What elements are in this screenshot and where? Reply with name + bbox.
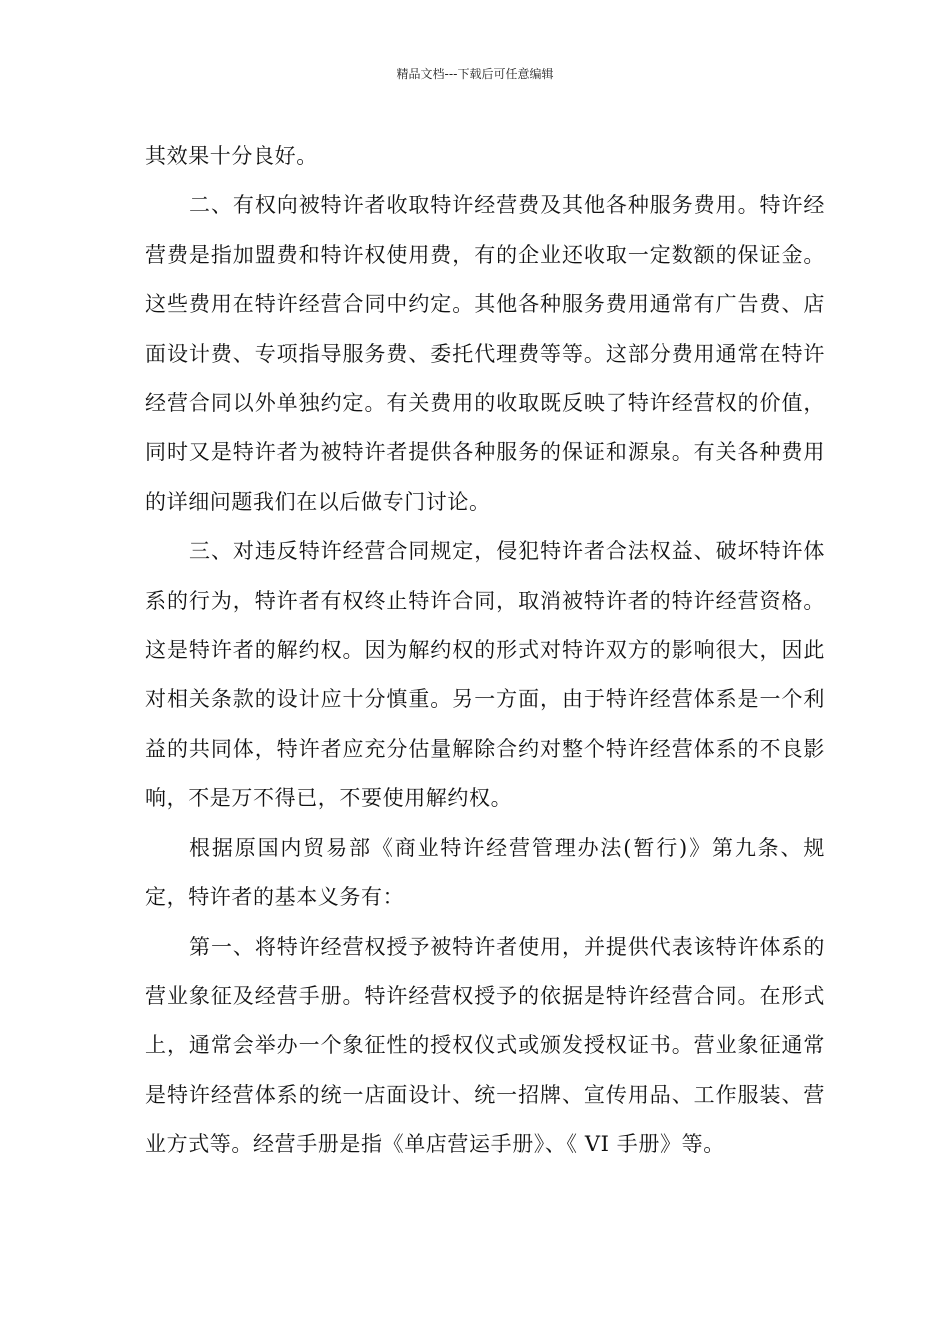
page-header: 精品文档---下载后可任意编辑 — [396, 67, 554, 81]
paragraph-2: 二、有权向被特许者收取特许经营费及其他各种服务费用。特许经营费是指加盟费和特许权使用费，有的企业还收取一定数额的保证金。这些费用在特许经营合同中约定。其他各种服务费用通常有广告费、店面设计费、专项指导服务费、委托代理费等等。这部分费用通常在特许经营合同以外单独约定。有关费用的收取既反映了特许经营权的价值，同时又是特许者为被特许者提供各种服务的保证和源泉。有关各种费用的详细问题我们在以后做专门讨论。 — [145, 193, 825, 514]
paragraph-5: 第一、将特许经营权授予被特许者使用，并提供代表该特许体系的营业象征及经营手册。特许经营权授予的依据是特许经营合同。在形式上，通常会举办一个象征性的授权仪式或颁发授权证书。营业象征通常是特许经营体系的统一店面设计、统一招牌、宣传用品、工作服装、营业方式等。经营手册是指《单店营运手册》、《 VI 手册》等。 — [145, 934, 825, 1157]
document-body — [145, 132, 825, 1170]
paragraph-4: 根据原国内贸易部《商业特许经营管理办法(暂行)》第九条、规 定，特许者的基本义务有： — [145, 835, 825, 910]
paragraph-3: 三、对违反特许经营合同规定，侵犯特许者合法权益、破坏特许体系的行为，特许者有权终止特许合同，取消被特许者的特许经营资格。这是特许者的解约权。因为解约权的形式对特许双方的影响很大，因此对相关条款的设计应十分慎重。另一方面，由于特许经营体系是一个利益的共同体，特许者应充分估量解除合约对整个特许经营体系的不良影响，不是万不得已，不要使用解约权。 — [145, 539, 825, 811]
paragraph-1: 其效果十分良好。 — [145, 144, 318, 168]
